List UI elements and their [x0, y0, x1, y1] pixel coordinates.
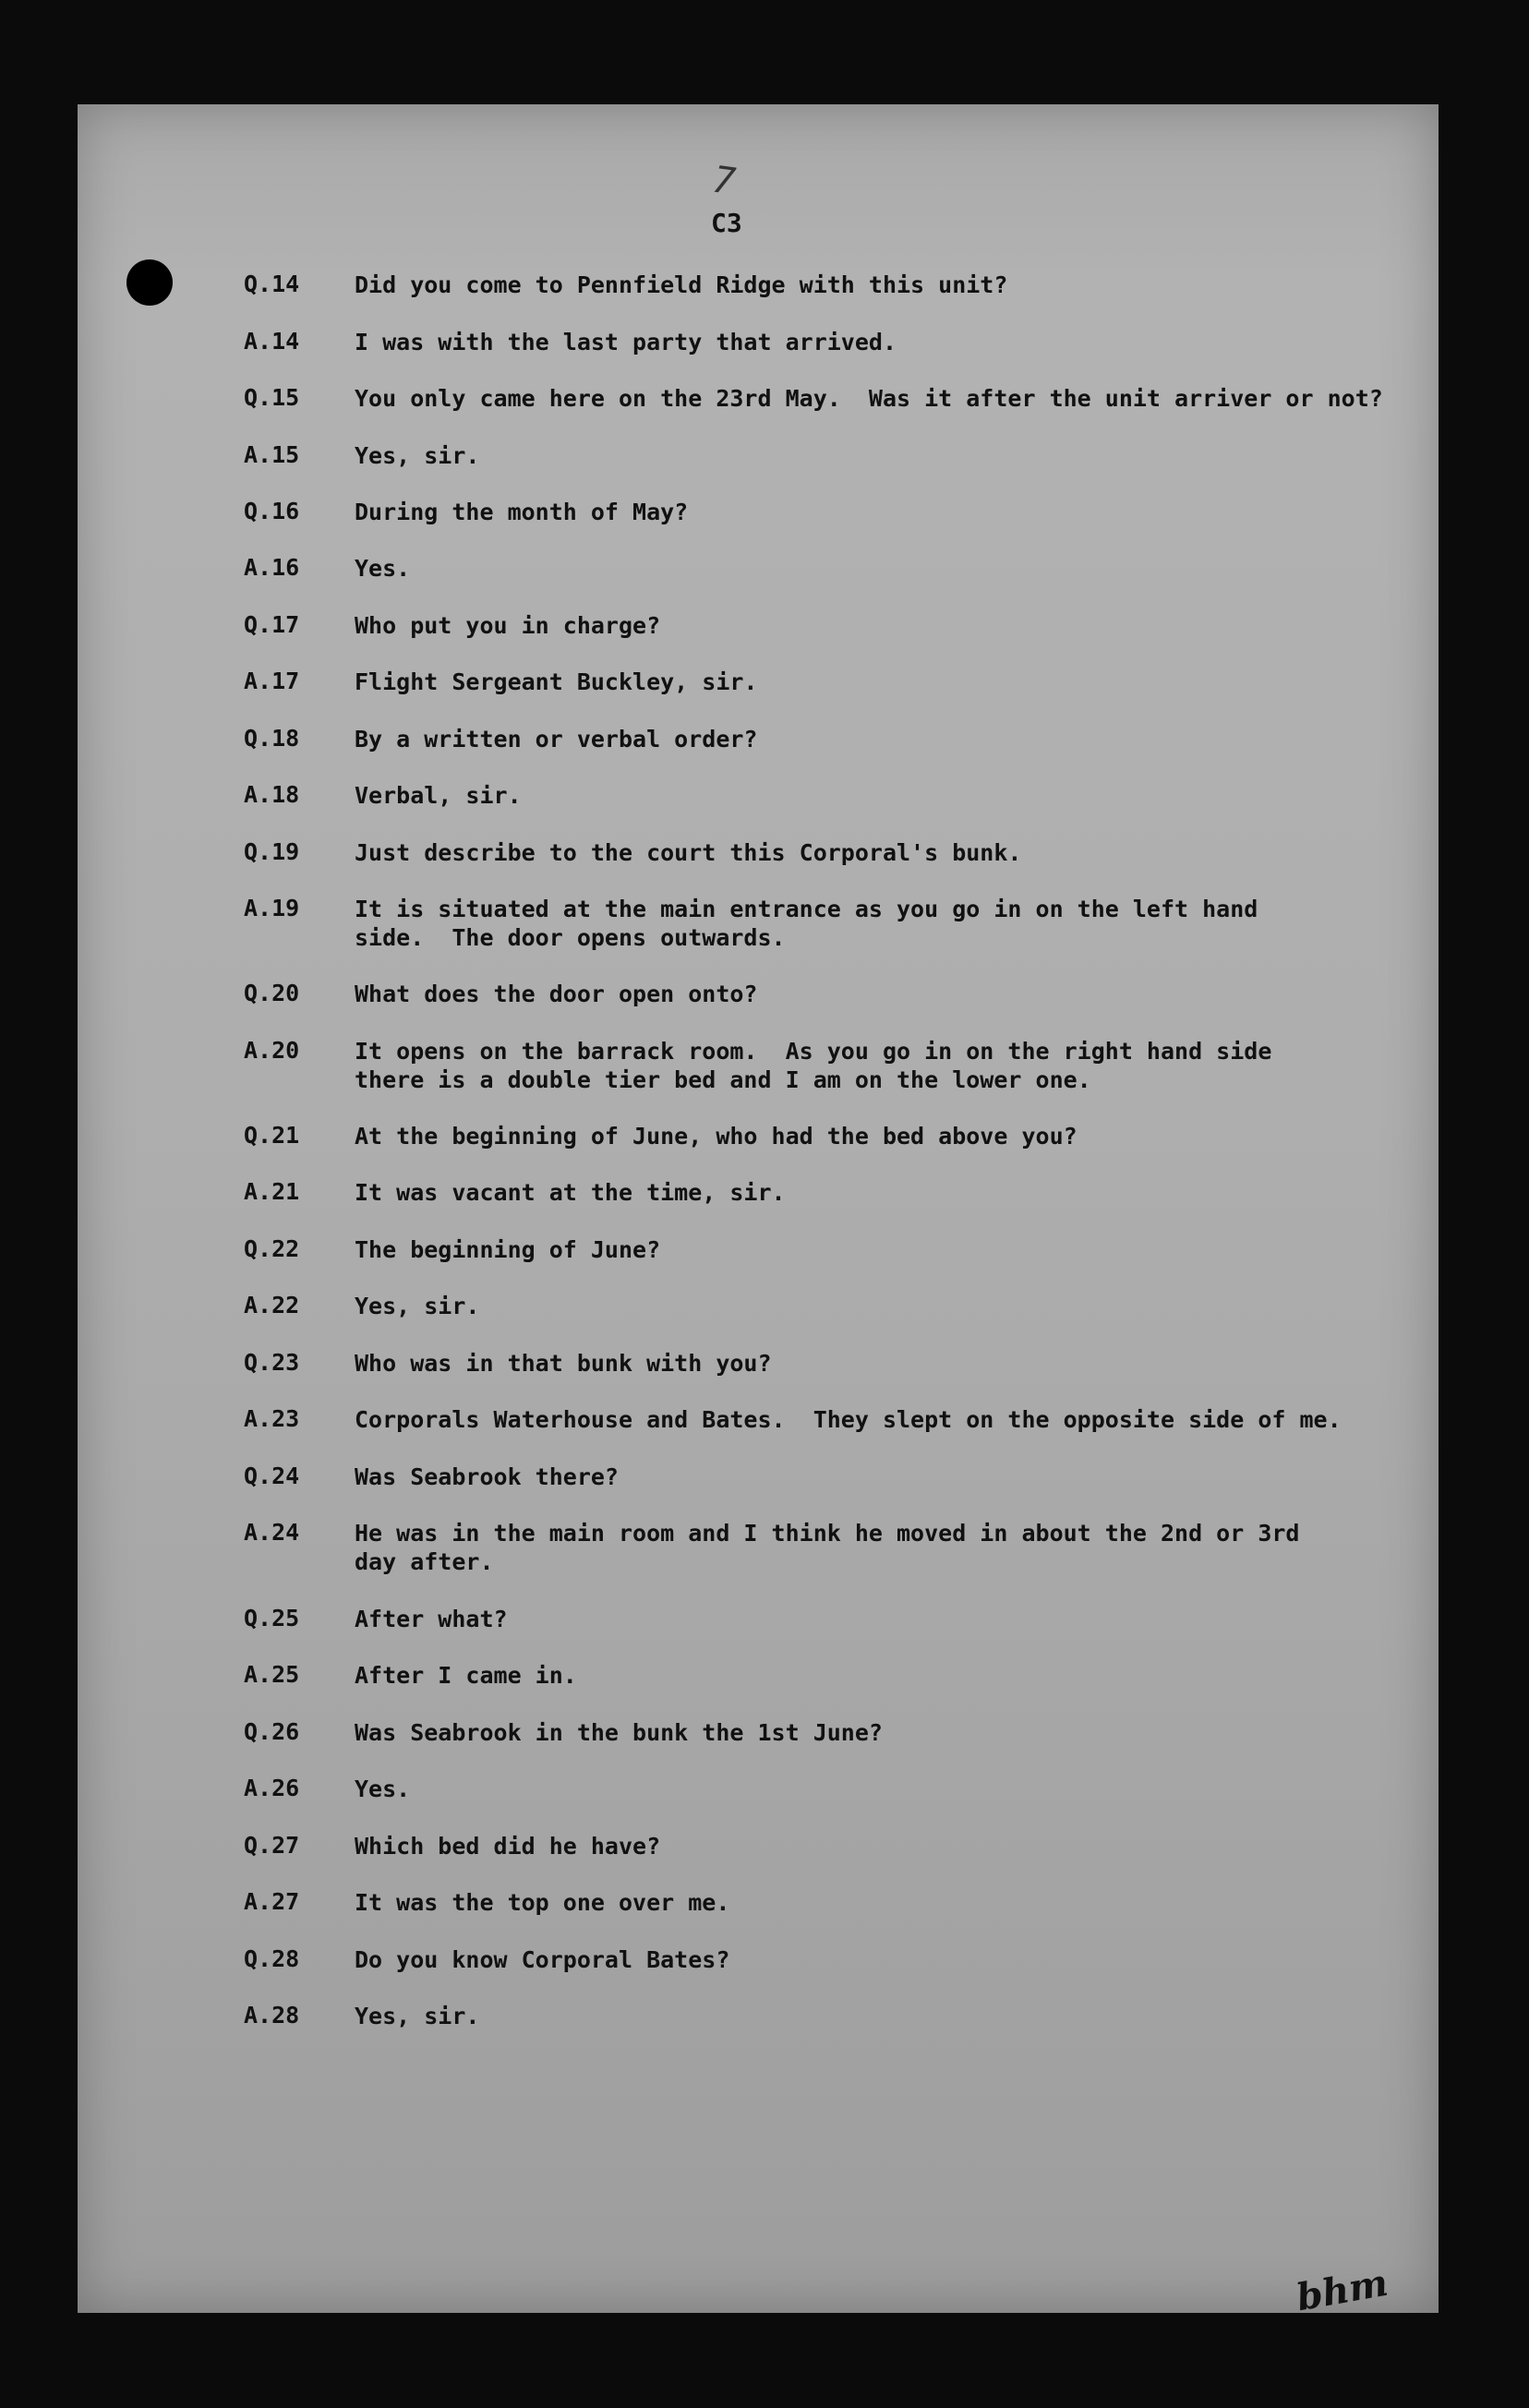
qa-label: Q.15	[244, 384, 300, 411]
punch-hole	[126, 259, 173, 306]
qa-label: Q.27	[244, 1832, 300, 1859]
qa-text: You only came here on the 23rd May. Was it after the unit arriver or not?	[355, 385, 1383, 412]
qa-text: It opens on the barrack room. As you go in on the right hand side there is a double tier bed and I am on the lower one.	[355, 1038, 1272, 1093]
qa-label: Q.19	[244, 838, 300, 865]
qa-text: Was Seabrook in the bunk the 1st June?	[355, 1719, 883, 1746]
qa-text: Verbal, sir.	[355, 782, 522, 809]
handwritten-page-mark: 7	[709, 158, 739, 204]
qa-label: Q.26	[244, 1718, 300, 1745]
qa-label: A.28	[244, 2002, 300, 2029]
qa-label: A.22	[244, 1292, 300, 1318]
qa-text: I was with the last party that arrived.	[355, 329, 897, 355]
qa-label: A.25	[244, 1661, 300, 1688]
qa-label: Q.23	[244, 1349, 300, 1376]
qa-label: A.24	[244, 1519, 300, 1546]
qa-text: Yes.	[355, 555, 411, 582]
qa-text: He was in the main room and I think he moved in about the 2nd or 3rd day after.	[355, 1520, 1300, 1575]
qa-text: It is situated at the main entrance as you go in on the left hand side. The door opens outwards.	[355, 896, 1258, 951]
qa-text: The beginning of June?	[355, 1236, 661, 1263]
qa-label: Q.24	[244, 1463, 300, 1489]
qa-label: A.14	[244, 328, 300, 355]
qa-text: Corporals Waterhouse and Bates. They slept on the opposite side of me.	[355, 1406, 1342, 1433]
qa-label: Q.14	[244, 271, 300, 297]
qa-label: Q.20	[244, 980, 300, 1006]
qa-text: Flight Sergeant Buckley, sir.	[355, 668, 758, 695]
qa-text: By a written or verbal order?	[355, 726, 758, 752]
qa-text: Yes, sir.	[355, 442, 480, 469]
qa-label: A.17	[244, 668, 300, 694]
qa-label: Q.28	[244, 1945, 300, 1972]
qa-label: A.16	[244, 554, 300, 581]
qa-label: Q.21	[244, 1122, 300, 1149]
qa-text: Yes, sir.	[355, 1293, 480, 1319]
qa-text: Yes, sir.	[355, 2003, 480, 2029]
handwritten-initials: bhm	[1293, 2260, 1391, 2320]
qa-text: It was the top one over me.	[355, 1889, 730, 1916]
qa-label: A.27	[244, 1888, 300, 1915]
qa-label: A.20	[244, 1037, 300, 1064]
qa-label: A.15	[244, 441, 300, 468]
qa-text: Who put you in charge?	[355, 612, 661, 639]
qa-text: Who was in that bunk with you?	[355, 1350, 772, 1377]
qa-text: It was vacant at the time, sir.	[355, 1179, 786, 1206]
qa-label: Q.17	[244, 611, 300, 638]
qa-label: A.21	[244, 1178, 300, 1205]
qa-text: During the month of May?	[355, 499, 689, 525]
page-number: C3	[711, 208, 742, 238]
document-page	[78, 104, 1439, 2320]
qa-text: At the beginning of June, who had the bed above you?	[355, 1123, 1078, 1150]
qa-text: Which bed did he have?	[355, 1833, 661, 1860]
qa-text: Do you know Corporal Bates?	[355, 1946, 730, 1973]
qa-label: A.26	[244, 1775, 300, 1801]
qa-text: Yes.	[355, 1776, 411, 1802]
qa-text: After what?	[355, 1606, 508, 1632]
qa-label: Q.25	[244, 1605, 300, 1631]
qa-label: A.19	[244, 895, 300, 921]
qa-text: After I came in.	[355, 1662, 577, 1689]
qa-label: Q.18	[244, 725, 300, 752]
qa-label: Q.22	[244, 1235, 300, 1262]
qa-label: A.23	[244, 1405, 300, 1432]
qa-label: A.18	[244, 781, 300, 808]
qa-label: Q.16	[244, 498, 300, 524]
qa-text: Was Seabrook there?	[355, 1463, 619, 1490]
qa-text: What does the door open onto?	[355, 981, 758, 1007]
qa-text: Just describe to the court this Corporal's bunk.	[355, 839, 1022, 866]
qa-text: Did you come to Pennfield Ridge with this unit?	[355, 271, 1008, 298]
